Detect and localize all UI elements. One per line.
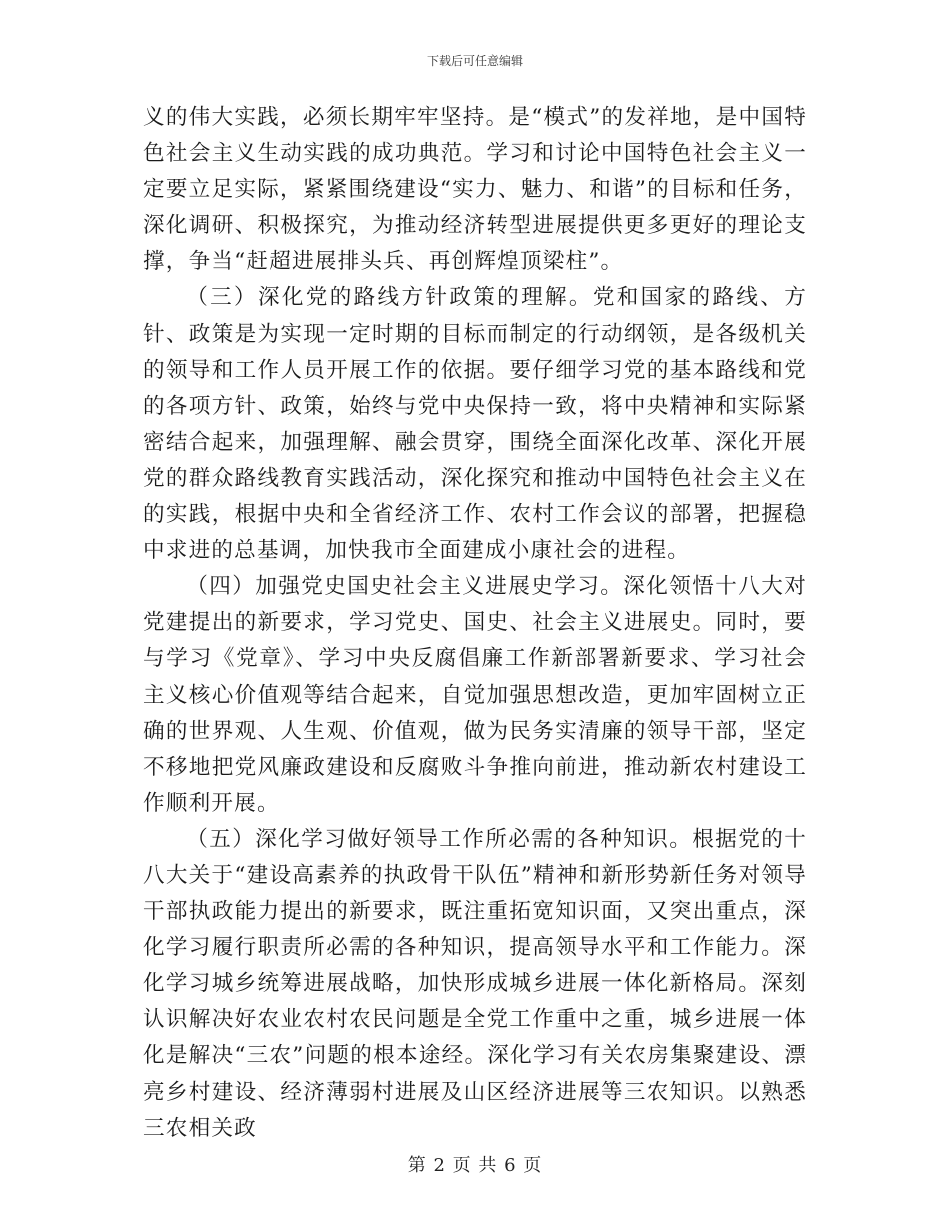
paragraph-section-3: （三）深化党的路线方针政策的理解。党和国家的路线、方针、政策是为实现一定时期的目标而制定的行动纲领，是各级机关的领导和工作人员开展工作的依据。要仔细学习党的基本路线和党的各项方针、政策，始终与党中央保持一致，将中央精神和实际紧密结合起来，加强理解、融会贯穿，围绕全面深化改革、深化开展党的群众路线教育实践活动，深化探究和推动中国特色社会主义在的实践，根据中央和全省经济工作、农村工作会议的部署，把握稳中求进的总基调，加快我市全面建成小康社会的进程。 [143, 285, 807, 564]
paragraph-section-5: （五）深化学习做好领导工作所必需的各种知识。根据党的十八大关于“建设高素养的执政骨干队伍”精神和新形势新任务对领导干部执政能力提出的新要求，既注重拓宽知识面，又突出重点，深化学习履行职责所必需的各种知识，提高领导水平和工作能力。深化学习城乡统筹进展战略，加快形成城乡进展一体化新格局。深刻认识解决好农业农村农民问题是全党工作重中之重，城乡进展一体化是解决“三农”问题的根本途经。深化学习有关农房集聚建设、漂亮乡村建设、经济薄弱村进展及山区经济进展等三农知识。以熟悉三农相关政 [143, 826, 807, 1141]
document-body [143, 100, 807, 1147]
page-header: 下载后可任意编辑 [426, 54, 523, 68]
paragraph-section-4: （四）加强党史国史社会主义进展史学习。深化领悟十八大对党建提出的新要求，学习党史、国史、社会主义进展史。同时，要与学习《党章》、学习中央反腐倡廉工作新部署新要求、学习社会主义核心价值观等结合起来，自觉加强思想改造，更加牢固树立正确的世界观、人生观、价值观，做为民务实清廉的领导干部，坚定不移地把党风廉政建设和反腐败斗争推向前进，推动新农村建设工作顺利开展。 [143, 574, 807, 816]
paragraph-continuation: 义的伟大实践，必须长期牢牢坚持。是“模式”的发祥地，是中国特色社会主义生动实践的成功典范。学习和讨论中国特色社会主义一定要立足实际，紧紧围绕建设“实力、魅力、和谐”的目标和任务，深化调研、积极探究，为推动经济转型进展提供更多更好的理论支撑，争当“赶超进展排头兵、再创辉煌顶梁柱”。 [143, 105, 807, 275]
page-number-footer: 第 2 页 共 6 页 [407, 1155, 543, 1176]
